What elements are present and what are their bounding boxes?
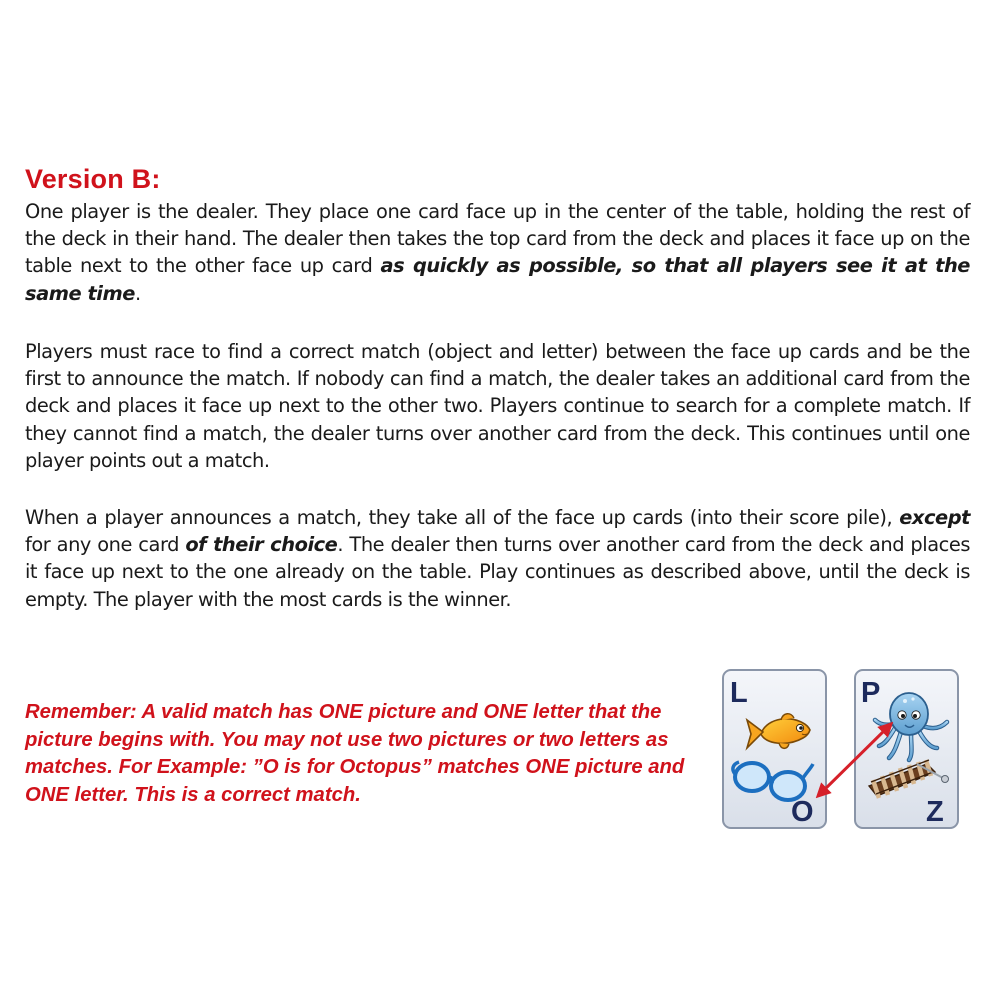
paragraph-scoring-choice: of their choice [185,533,338,557]
paragraph-scoring-part3: . The dealer then turns over another card from the deck and places it face up next to the one already on the table. Play continues as described above, until the deck is empty. The player with the most cards is the winner. [25,533,970,611]
paragraph-race: Players must race to find a correct match (object and letter) between the face up cards and be the first to announce the match. If nobody can find a match, the dealer takes an additional card from the deck and places it face up next to the other two. Players continue to search for a complete match. If they cannot find a match, the dealer turns over another card from the deck. This continues until one player points out a match. [25,340,970,472]
card-p-z-bottom-letter: Z [926,796,944,828]
card-l-o-top-letter: L [730,677,748,709]
paragraph-scoring-except: except [899,506,970,529]
paragraph-scoring [25,504,970,613]
paragraph-scoring-part2: for any one card [25,533,186,557]
example-cards [721,668,971,833]
paragraph-setup-emphasis: as quickly as possible, so that all players see it at the same time [25,254,970,305]
version-heading: Version B: [25,164,161,194]
card-l-o-bottom-letter: O [791,796,814,828]
card-p-z-top-letter: P [861,677,881,709]
card-p-z [855,670,958,828]
paragraph-scoring-part1: When a player announces a match, they take all of the face up cards (into their score pile), [25,506,900,529]
paragraph-setup [25,198,970,307]
paragraph-setup-text: One player is the dealer. They place one card face up in the center of the table, holding the rest of the deck in their hand. The dealer then takes the top card from the deck and places it face up on the table next to the other face up card [25,200,970,278]
remember-note: Remember: A valid match has ONE picture and ONE letter that the picture begins with. You may not use two pictures or two letters as matches. For Example: ”O is for Octopus” matches ONE picture and ONE letter. This is a correct match. [25,701,685,806]
card-l-o [723,670,826,828]
paragraph-setup-end: . [134,281,141,305]
